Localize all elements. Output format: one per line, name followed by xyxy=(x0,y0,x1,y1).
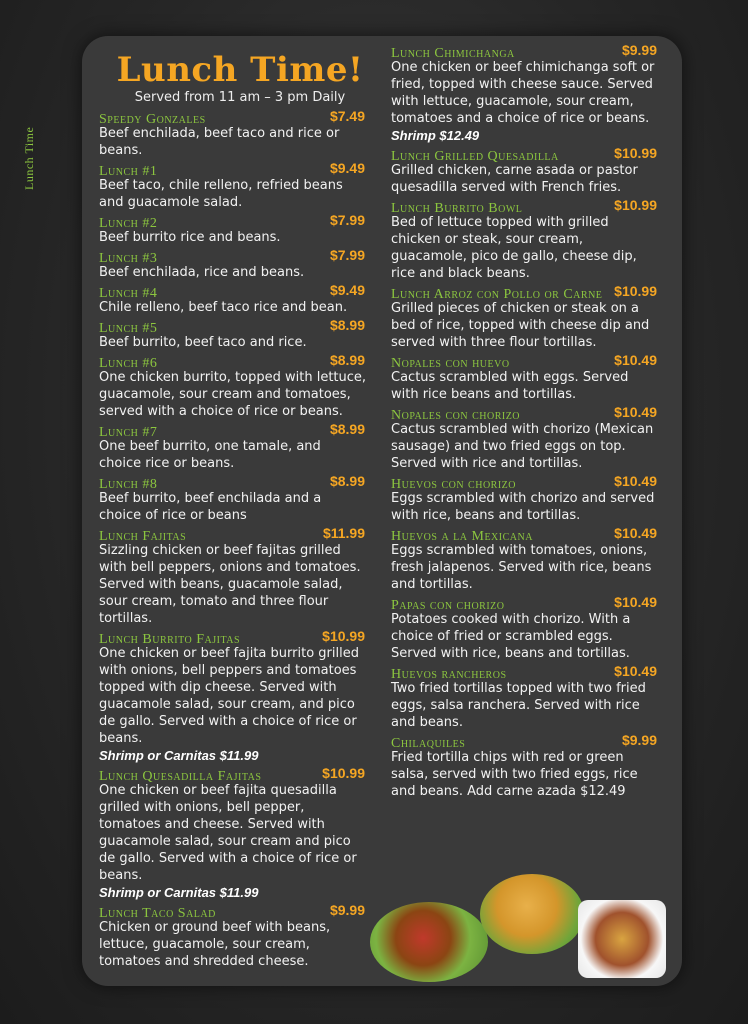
menu-item-header xyxy=(391,145,659,162)
menu-item-description: Bed of lettuce topped with grilled chicken or steak, sour cream, guacamole, pico de gallo, cheese dip, rice and black beans. xyxy=(391,215,637,281)
menu-item-header xyxy=(391,473,659,490)
menu-item-name: Lunch #4 xyxy=(99,286,158,301)
food-photos xyxy=(368,870,668,982)
menu-item-price: $11.99 xyxy=(322,525,365,541)
menu-item-price: $10.49 xyxy=(614,594,657,610)
menu-item-description: Chicken or ground beef with beans, lettuce, guacamole, sour cream, tomatoes and shredded cheese. xyxy=(99,920,331,969)
menu-item-header xyxy=(99,765,367,782)
menu-item-price: $9.49 xyxy=(329,160,365,176)
menu-item-header xyxy=(99,247,367,264)
menu-item xyxy=(391,352,659,403)
menu-item xyxy=(99,421,367,472)
serving-hours: Served from 11 am – 3 pm Daily xyxy=(134,90,346,105)
menu-item-header xyxy=(391,352,659,369)
page-title: Lunch Time! xyxy=(116,50,364,90)
menu-item xyxy=(99,108,367,159)
menu-item-description: One chicken or beef chimichanga soft or fried, topped with cheese sauce. Served with lettuce, guacamole, sour cream, tomatoes and a choice of rice or beans. xyxy=(391,60,655,126)
menu-item-description: Beef burrito, beef taco and rice. xyxy=(99,335,307,350)
menu-item-price: $10.49 xyxy=(614,525,657,541)
menu-item xyxy=(391,663,659,731)
menu-item xyxy=(391,404,659,472)
menu-item xyxy=(391,473,659,524)
menu-item-header xyxy=(391,197,659,214)
menu-item-description: Grilled chicken, carne asada or pastor quesadilla served with French fries. xyxy=(391,163,638,195)
menu-item-price: $8.99 xyxy=(329,352,365,368)
menu-item-name: Lunch Grilled Quesadilla xyxy=(391,149,559,164)
menu-item-description: One chicken burrito, topped with lettuce, guacamole, sour cream and tomatoes, served with a choice of rice or beans. xyxy=(99,370,367,419)
menu-item-price: $9.99 xyxy=(621,732,657,748)
menu-item-header xyxy=(391,732,659,749)
menu-item xyxy=(99,160,367,211)
menu-item xyxy=(99,765,367,901)
menu-item-price: $9.49 xyxy=(329,282,365,298)
menu-item-price: $8.99 xyxy=(329,473,365,489)
menu-item-header xyxy=(99,212,367,229)
menu-item-header xyxy=(99,282,367,299)
menu-item-name: Lunch #2 xyxy=(99,216,158,231)
menu-item-name: Nopales con chorizo xyxy=(391,408,521,423)
menu-item-name: Lunch #5 xyxy=(99,321,158,336)
menu-item-price: $10.49 xyxy=(614,473,657,489)
menu-item-price: $8.99 xyxy=(329,317,365,333)
menu-item xyxy=(391,732,659,800)
menu-item-name: Huevos con chorizo xyxy=(391,477,517,492)
menu-item-description: Beef taco, chile relleno, refried beans and guacamole salad. xyxy=(99,178,343,210)
menu-item-header xyxy=(99,108,367,125)
menu-item-header xyxy=(391,663,659,680)
menu-item-description: Grilled pieces of chicken or steak on a bed of rice, topped with cheese dip and served with three flour tortillas. xyxy=(391,301,650,350)
menu-item xyxy=(99,317,367,351)
menu-item-price: $7.99 xyxy=(329,247,365,263)
menu-item xyxy=(391,283,659,351)
menu-item xyxy=(391,145,659,196)
menu-item-price: $10.99 xyxy=(614,145,657,161)
menu-item-name: Nopales con huevo xyxy=(391,356,510,371)
menu-item-price: $10.49 xyxy=(614,663,657,679)
menu-item-header xyxy=(99,628,367,645)
menu-item-header xyxy=(391,525,659,542)
menu-item-option-price: Shrimp or Carnitas $11.99 xyxy=(99,885,259,900)
menu-item-description: One chicken or beef fajita burrito grilled with onions, bell peppers and tomatoes topped with dip cheese. Served with guacamole salad, sour cream, and pico de gallo. Served with a choice of rice or beans. xyxy=(99,646,359,746)
menu-item xyxy=(391,525,659,593)
menu-item-description: One chicken or beef fajita quesadilla grilled with onions, bell pepper, tomatoes and cheese. Served with guacamole salad, sour cream and pico de gallo. Served with a choice of rice or beans. xyxy=(99,783,357,883)
menu-item xyxy=(99,212,367,246)
menu-item-price: $8.99 xyxy=(329,421,365,437)
menu-item xyxy=(99,352,367,420)
menu-item-description: Chile relleno, beef taco rice and bean. xyxy=(99,300,348,315)
menu-column-left xyxy=(99,108,367,971)
menu-item xyxy=(99,525,367,627)
menu-item-price: $10.49 xyxy=(614,352,657,368)
menu-item-name: Lunch Fajitas xyxy=(99,529,187,544)
menu-item-header xyxy=(99,421,367,438)
menu-item-description: Cactus scrambled with eggs. Served with rice beans and tortillas. xyxy=(391,370,629,402)
side-label: Lunch Time xyxy=(22,126,36,190)
menu-item-name: Lunch Chimichanga xyxy=(391,46,515,61)
menu-item-description: Eggs scrambled with tomatoes, onions, fresh jalapenos. Served with rice, beans and tortillas. xyxy=(391,543,652,592)
menu-item-description: Two fried tortillas topped with two fried eggs, salsa ranchera. Served with rice and beans. xyxy=(391,681,646,730)
menu-item-description: Beef enchilada, beef taco and rice or beans. xyxy=(99,126,340,158)
menu-item-price: $10.99 xyxy=(614,197,657,213)
menu-item-price: $9.99 xyxy=(329,902,365,918)
menu-item-header xyxy=(99,525,367,542)
menu-item xyxy=(99,628,367,764)
menu-item-name: Lunch Arroz con Pollo or Carne xyxy=(391,287,603,302)
menu-item-header xyxy=(99,902,367,919)
menu-item-name: Huevos rancheros xyxy=(391,667,507,682)
menu-item-price: $10.99 xyxy=(322,765,365,781)
menu-item xyxy=(391,594,659,662)
menu-item-header xyxy=(99,160,367,177)
menu-item-header xyxy=(391,283,659,300)
menu-item-description: Potatoes cooked with chorizo. With a choice of fried or scrambled eggs. Served with rice, beans and tortillas. xyxy=(391,612,631,661)
menu-item xyxy=(391,197,659,282)
menu-item-name: Lunch Burrito Bowl xyxy=(391,201,523,216)
menu-item-description: Fried tortilla chips with red or green salsa, served with two fried eggs, rice and beans. Add carne azada $12.49 xyxy=(391,750,638,799)
plate-photo xyxy=(480,874,584,954)
menu-item-header xyxy=(99,473,367,490)
menu-item xyxy=(99,247,367,281)
menu-item-name: Lunch #1 xyxy=(99,164,158,179)
menu-item-name: Lunch Burrito Fajitas xyxy=(99,632,241,647)
menu-item-header xyxy=(391,404,659,421)
plate-photo xyxy=(578,900,666,978)
menu-item-description: One beef burrito, one tamale, and choice rice or beans. xyxy=(99,439,321,471)
menu-item-price: $7.49 xyxy=(329,108,365,124)
menu-item-name: Lunch #6 xyxy=(99,356,158,371)
menu-item-price: $10.99 xyxy=(614,283,657,299)
menu-column-right xyxy=(391,42,659,801)
menu-item-name: Lunch #8 xyxy=(99,477,158,492)
menu-item-description: Cactus scrambled with chorizo (Mexican sausage) and two fried eggs on top. Served with rice and tortillas. xyxy=(391,422,654,471)
menu-item-description: Eggs scrambled with chorizo and served with rice, beans and tortillas. xyxy=(391,491,655,523)
menu-item-description: Sizzling chicken or beef fajitas grilled with bell peppers, onions and tomatoes. Served with beans, guacamole salad, sour cream, tomato and three flour tortillas. xyxy=(99,543,361,626)
menu-item xyxy=(99,282,367,316)
menu-item-name: Papas con chorizo xyxy=(391,598,505,613)
menu-item-description: Beef burrito, beef enchilada and a choice of rice or beans xyxy=(99,491,322,523)
menu-item-header xyxy=(391,42,659,59)
menu-item-name: Huevos a la Mexicana xyxy=(391,529,533,544)
menu-item-price: $10.99 xyxy=(322,628,365,644)
menu-item-name: Lunch Taco Salad xyxy=(99,906,216,921)
menu-item xyxy=(99,473,367,524)
menu-item-name: Chilaquiles xyxy=(391,736,466,751)
menu-item-name: Speedy Gonzales xyxy=(99,112,206,127)
menu-item-name: Lunch #7 xyxy=(99,425,158,440)
menu-item-price: $10.49 xyxy=(614,404,657,420)
menu-item-price: $9.99 xyxy=(621,42,657,58)
menu-item-description: Beef enchilada, rice and beans. xyxy=(99,265,305,280)
menu-item-header xyxy=(99,352,367,369)
menu-item-header xyxy=(391,594,659,611)
plate-photo xyxy=(370,902,488,982)
menu-item-price: $7.99 xyxy=(329,212,365,228)
menu-item-description: Beef burrito rice and beans. xyxy=(99,230,281,245)
menu-item xyxy=(391,42,659,144)
menu-item-option-price: Shrimp or Carnitas $11.99 xyxy=(99,748,259,763)
menu-item-name: Lunch #3 xyxy=(99,251,158,266)
menu-item-header xyxy=(99,317,367,334)
menu-item-option-price: Shrimp $12.49 xyxy=(391,128,480,143)
menu-item xyxy=(99,902,367,970)
menu-item-name: Lunch Quesadilla Fajitas xyxy=(99,769,262,784)
